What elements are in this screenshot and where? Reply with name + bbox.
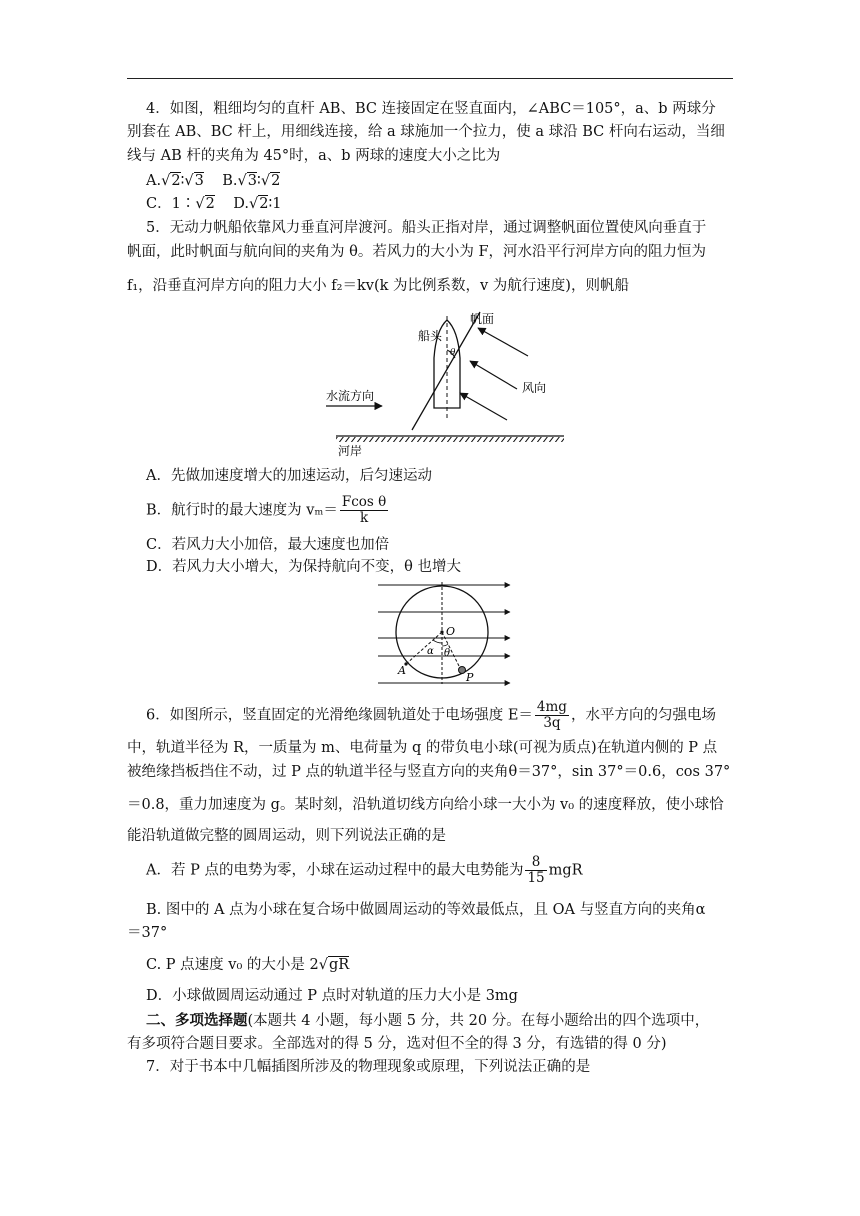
radius-OA — [406, 632, 442, 664]
wind-label: 风向 — [522, 381, 547, 395]
q5-option-d: D．若风力大小增大，为保持航向不变，θ 也增大 — [146, 559, 461, 575]
label-theta-6: θ — [444, 648, 451, 659]
q4-option-b: B.√3∶√2 — [222, 173, 281, 189]
q5-option-a: A．先做加速度增大的加速运动，后匀速运动 — [146, 468, 432, 484]
q6-option-c: C. P 点速度 v₀ 的大小是 2√gR — [146, 957, 350, 973]
q5-line-2: 帆面，此时帆面与航向间的夹角为 θ。若风力的大小为 F，河水沿平行河岸方向的阻力恒为 — [127, 244, 707, 260]
q6-option-b-line-2: ＝37° — [127, 925, 168, 941]
q6-line-5: 能沿轨道做完整的圆周运动，则下列说法正确的是 — [127, 828, 446, 844]
q4-line-2: 别套在 AB、BC 杆上，用细线连接，给 a 球施加一个拉力，使 a 球沿 BC 杆向右运动，当细 — [127, 124, 725, 140]
q6-option-b-line-1: B. 图中的 A 点为小球在复合场中做圆周运动的等效最低点，且 OA 与竖直方向的夹角α — [146, 902, 706, 918]
label-alpha: α — [427, 646, 434, 657]
label-P: P — [466, 671, 474, 684]
q4-line-1: 4．如图，粗细均匀的直杆 AB、BC 连接固定在竖直面内，∠ABC＝105°，a、b 两球分 — [146, 101, 716, 117]
flow-label: 水流方向 — [326, 389, 375, 403]
q4-options-ab — [146, 171, 280, 191]
q4-options-cd — [146, 194, 281, 214]
label-A: A — [398, 664, 406, 677]
q6-line-4: ＝0.8，重力加速度为 g。某时刻，沿轨道切线方向给小球一大小为 v₀ 的速度释放，使小球恰 — [127, 797, 724, 813]
q5-option-b: B．航行时的最大速度为 vₘ＝ $\frac{\text{Fcos θ}}{k}$ — [146, 494, 387, 526]
section-2-line-2: 有多项符合题目要求。全部选对的得 5 分，选对但不全的得 3 分，有选错的得 0 分) — [127, 1036, 667, 1052]
ball — [459, 667, 466, 674]
header-rule — [127, 78, 733, 79]
wind-arrow-1 — [478, 328, 528, 356]
bow-label: 船头 — [418, 329, 443, 343]
section-2-heading: 二、多项选择题 — [146, 1012, 248, 1029]
circular-track-figure — [376, 580, 516, 688]
q5-line-3: f₁，沿垂直河岸方向的阻力大小 f₂＝kv(k 为比例系数，v 为航行速度)，则帆船 — [127, 278, 629, 294]
q4-option-c: C．1∶√2 — [146, 196, 215, 212]
q6-line-1: 6．如图所示，竖直固定的光滑绝缘圆轨道处于电场强度 E＝ $\frac{4mg}{3q}$ ，水平方向的匀强电场 — [146, 699, 716, 731]
q4-line-3: 线与 AB 杆的夹角为 45°时，a、b 两球的速度大小之比为 — [127, 148, 501, 164]
q5-line-1: 5．无动力帆船依靠风力垂直河岸渡河。船头正指对岸，通过调整帆面位置使风向垂直于 — [146, 220, 707, 236]
q6-option-a: A．若 P 点的电势为零，小球在运动过程中的最大电势能为 $\frac{8}{15}$ mgR — [146, 854, 583, 886]
q4-option-d: D.√2∶1 — [233, 196, 282, 212]
q6-option-d: D．小球做圆周运动通过 P 点时对轨道的压力大小是 3mg — [146, 988, 518, 1004]
q6-line-3: 被绝缘挡板挡住不动，过 P 点的轨道半径与竖直方向的夹角θ＝37°，sin 37°＝0.6，cos 37° — [127, 764, 731, 780]
shore-label: 河岸 — [338, 444, 363, 458]
q5-option-c: C．若风力大小加倍，最大速度也加倍 — [146, 537, 390, 553]
alpha-arc — [433, 640, 442, 643]
shore-hatch — [336, 437, 564, 442]
sail-label: 帆面 — [470, 312, 495, 326]
wind-arrow-3 — [460, 393, 507, 420]
section-2-line-1: 二、多项选择题(本题共 4 小题，每小题 5 分，共 20 分。在每小题给出的四个选项中， — [146, 1012, 710, 1029]
wind-arrow-2 — [470, 361, 517, 389]
boat-sail-figure — [320, 308, 570, 458]
center-point — [440, 630, 443, 633]
q4-option-a: A.√2∶√3 — [146, 173, 204, 189]
label-O: O — [446, 625, 456, 638]
q7-line-1: 7．对于书本中几幅插图所涉及的物理现象或原理，下列说法正确的是 — [146, 1059, 591, 1075]
theta-label: θ — [450, 348, 456, 358]
theta-arc-6 — [442, 644, 448, 646]
q6-line-2: 中，轨道半径为 R，一质量为 m、电荷量为 q 的带负电小球(可视为质点)在轨道内侧的 P 点 — [127, 740, 718, 756]
